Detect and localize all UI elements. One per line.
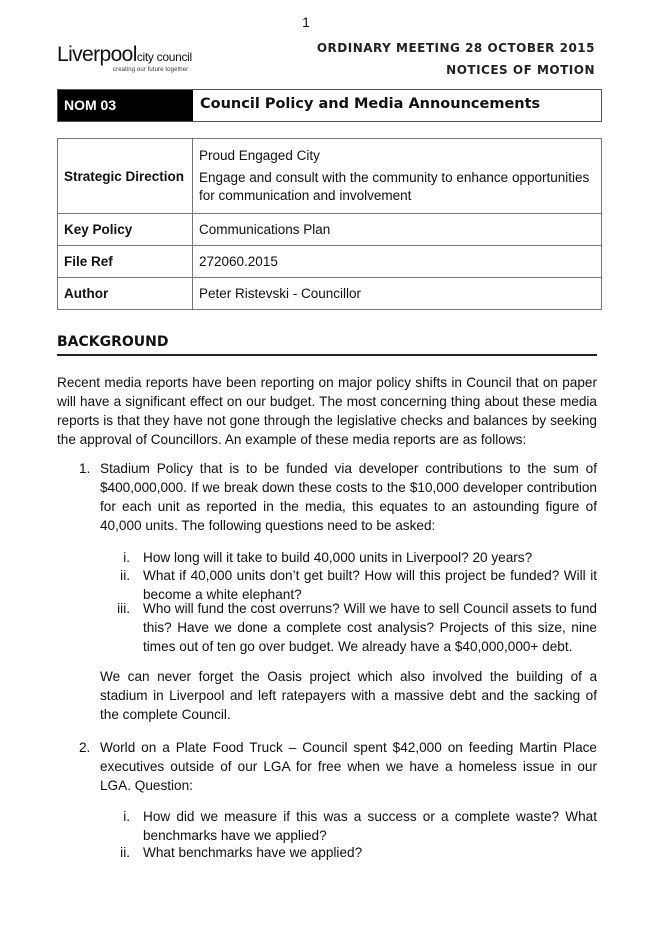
- list-item-closing: We can never forget the Oasis project which also involved the building of a stadium in Liverpool and left ratepayers with a massive debt and the sacking of the complete Council.: [100, 669, 597, 722]
- sub-item-number: i.: [123, 550, 130, 565]
- sub-item-number: i.: [123, 809, 130, 824]
- table-row: [58, 278, 602, 310]
- table-row: [58, 139, 602, 214]
- strategic-direction-label: Strategic Direction: [58, 139, 193, 214]
- key-policy-value: Communications Plan: [193, 214, 602, 246]
- nom-code: NOM 03: [58, 90, 193, 121]
- file-ref-label: File Ref: [58, 246, 193, 278]
- page-header: [317, 37, 595, 81]
- council-logo: [57, 44, 192, 73]
- author-label: Author: [58, 278, 193, 310]
- strategic-direction-line2: Engage and consult with the community to enhance opportunities for communication and involvement: [199, 169, 590, 203]
- list-item-number: 2.: [79, 740, 91, 755]
- sub-item-number: iii.: [117, 601, 130, 616]
- background-intro: Recent media reports have been reporting on major policy shifts in Council that on paper will have a significant effect on our budget. The most concerning thing about these media reports is that they have not gone through the legislative checks and balances by seeking the approval of Councillors. An example of these media reports are as follows:: [57, 375, 597, 447]
- sub-item-text: How long will it take to build 40,000 units in Liverpool? 20 years?: [143, 550, 533, 565]
- sub-item-text: Who will fund the cost overruns? Will we have to sell Council assets to fund this? Have we done a complete cost analysis? Projects of this size, nine times out of ten go over budget. We already have a $40,000,000+ debt.: [143, 601, 597, 654]
- logo-main-text: Liverpool: [57, 43, 137, 66]
- page-number: 1: [302, 14, 310, 30]
- sub-item-text: What benchmarks have we applied?: [143, 845, 363, 860]
- sub-item-number: ii.: [120, 568, 130, 583]
- sub-item-text: How did we measure if this was a success or a complete waste? What benchmarks have we applied?: [143, 809, 597, 843]
- list-item-text: Stadium Policy that is to be funded via developer contributions to the sum of $400,000,000. If we break down these costs to the $10,000 developer contribution for each unit as reported in the media, this equates to an astounding figure of 40,000 units. The following questions need to be asked:: [100, 461, 597, 533]
- file-ref-value: 272060.2015: [193, 246, 602, 278]
- table-row: [58, 214, 602, 246]
- author-value: Peter Ristevski - Councillor: [193, 278, 602, 310]
- sub-item-number: ii.: [120, 845, 130, 860]
- list-item-number: 1.: [79, 461, 91, 476]
- strategic-direction-value: [193, 139, 602, 214]
- logo-sub-text: city council: [136, 50, 192, 64]
- sub-item-text: What if 40,000 units don’t get built? How will this project be funded? Will it become a white elephant?: [143, 568, 597, 602]
- section-title: NOTICES OF MOTION: [446, 63, 595, 77]
- table-row: [58, 246, 602, 278]
- strategic-direction-line1: Proud Engaged City: [199, 147, 320, 163]
- nom-title-bar: [57, 89, 602, 122]
- key-policy-label: Key Policy: [58, 214, 193, 246]
- background-heading: BACKGROUND: [57, 334, 597, 356]
- info-table: [57, 138, 602, 310]
- nom-title: Council Policy and Media Announcements: [200, 96, 541, 112]
- logo-tagline: creating our future together: [113, 67, 189, 73]
- list-item-text: World on a Plate Food Truck – Council spent $42,000 on feeding Martin Place executives outside of our LGA for free when we have a homeless issue in our LGA. Question:: [100, 740, 597, 793]
- meeting-title: ORDINARY MEETING 28 OCTOBER 2015: [316, 41, 595, 55]
